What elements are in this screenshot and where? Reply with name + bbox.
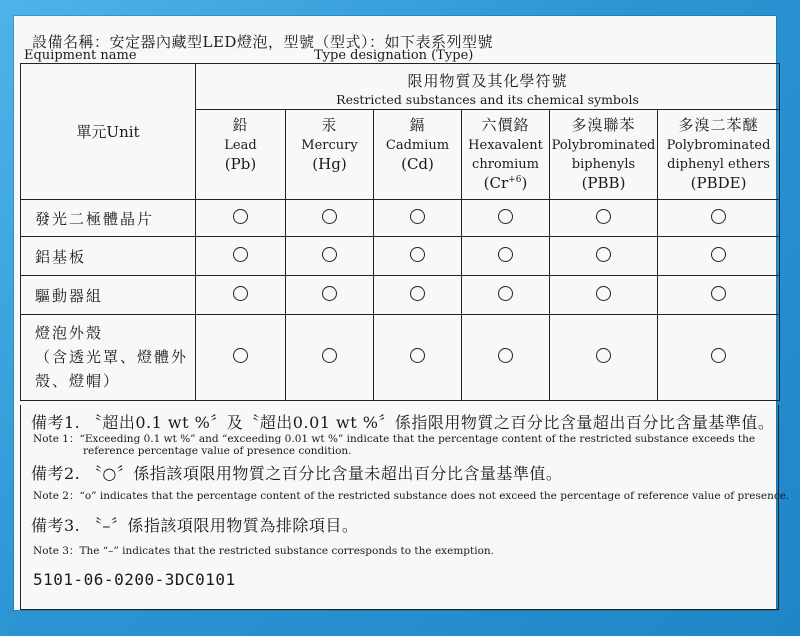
circle-mark-icon — [322, 247, 337, 262]
note2-en: Note 2：“o” indicates that the percentage content of the restricted substance does not exceed the percentage of reference value of presence. — [33, 490, 790, 502]
mark-cell — [374, 276, 462, 315]
substance-en: Mercury — [301, 138, 358, 153]
circle-mark-icon — [498, 247, 513, 262]
mark-cell — [550, 276, 658, 315]
circle-mark-icon — [322, 348, 337, 363]
mark-cell — [462, 200, 550, 237]
circle-mark-icon — [596, 209, 611, 224]
note1-zh: 備考1. 〝超出0.1 wt %〞及〝超出0.01 wt %〞係指限用物質之百分比含量超出百分比含量基準值。 — [31, 413, 775, 432]
mark-cell — [196, 237, 286, 276]
circle-mark-icon — [596, 348, 611, 363]
substance-pbde — [658, 110, 780, 200]
substance-en: diphenyl ethers — [667, 157, 770, 172]
note3-en: Note 3：The “–” indicates that the restricted substance corresponds to the exemption. — [33, 545, 494, 557]
circle-mark-icon — [410, 286, 425, 301]
unit-name: 鋁基板 — [21, 237, 196, 276]
table-row — [21, 237, 780, 276]
mark-cell — [550, 237, 658, 276]
unit-header: 單元Unit — [21, 64, 196, 200]
note3-zh: 備考3. 〝–〞係指該項限用物質為排除項目。 — [31, 516, 359, 535]
substance-symbol: (PBDE) — [690, 174, 747, 192]
unit-name: 驅動器組 — [21, 276, 196, 315]
equipment-name-en: Equipment name — [24, 48, 137, 63]
substance-zh: 多溴聯苯 — [571, 116, 636, 134]
mark-cell — [196, 276, 286, 315]
substance-zh: 鎘 — [409, 116, 426, 134]
restricted-header-en: Restricted substances and its chemical symbols — [336, 92, 639, 107]
type-designation-en: Type designation (Type) — [314, 48, 474, 63]
unit-name-multiline — [21, 315, 196, 401]
unit-name-line: 燈泡外殼 — [35, 324, 104, 342]
notes-section — [20, 405, 790, 610]
mark-cell — [462, 276, 550, 315]
restricted-substances-header — [196, 64, 780, 110]
mark-cell — [374, 237, 462, 276]
substance-symbol: (Cd) — [401, 155, 434, 173]
circle-mark-icon — [410, 209, 425, 224]
substance-cadmium — [374, 110, 462, 200]
substance-symbol: $(Cr^{+6})$ — [483, 174, 528, 192]
note1-en-cont: reference percentage value of presence condition. — [83, 445, 352, 457]
unit-name: 發光二極體晶片 — [21, 200, 196, 237]
circle-mark-icon — [596, 247, 611, 262]
part-code: 5101-06-0200-3DC0101 — [33, 570, 236, 589]
circle-mark-icon — [410, 247, 425, 262]
circle-mark-icon — [711, 209, 726, 224]
table-row — [21, 200, 780, 237]
circle-mark-icon — [322, 286, 337, 301]
mark-cell — [462, 315, 550, 401]
table-row — [21, 276, 780, 315]
mark-cell — [286, 315, 374, 401]
circle-mark-icon — [322, 209, 337, 224]
circle-mark-icon — [498, 286, 513, 301]
circle-mark-icon — [498, 348, 513, 363]
table-row — [21, 315, 780, 401]
substance-mercury — [286, 110, 374, 200]
restricted-substances-table — [20, 63, 780, 401]
mark-cell — [658, 200, 780, 237]
circle-mark-icon — [711, 247, 726, 262]
substance-symbol: (Pb) — [224, 155, 257, 173]
substance-en: Lead — [224, 138, 257, 153]
substance-zh: 多溴二苯醚 — [678, 116, 759, 134]
substance-en: chromium — [472, 157, 539, 172]
mark-cell — [462, 237, 550, 276]
mark-cell — [658, 237, 780, 276]
substance-en: Hexavalent — [468, 138, 543, 153]
substance-symbol: (Hg) — [312, 155, 347, 173]
mark-cell — [658, 315, 780, 401]
mark-cell — [550, 200, 658, 237]
substance-zh: 六價鉻 — [481, 116, 530, 134]
substance-zh: 鉛 — [232, 116, 249, 134]
equipment-title-zh: 設備名稱：安定器內藏型LED燈泡，型號（型式）：如下表系列型號 — [32, 33, 493, 51]
mark-cell — [286, 276, 374, 315]
restricted-header-zh: 限用物質及其化學符號 — [407, 72, 568, 90]
substance-lead — [196, 110, 286, 200]
superscript: +6 — [508, 175, 522, 185]
circle-mark-icon — [410, 348, 425, 363]
substance-en: Cadmium — [385, 138, 450, 153]
substance-en: biphenyls — [571, 157, 636, 172]
circle-mark-icon — [233, 209, 248, 224]
substance-hexavalent-chromium — [462, 110, 550, 200]
mark-cell — [550, 315, 658, 401]
unit-name-line: 殼、燈帽） — [35, 372, 121, 390]
substance-en: Polybrominated — [666, 138, 771, 153]
circle-mark-icon — [711, 348, 726, 363]
substance-symbol: (PBB) — [581, 174, 626, 192]
mark-cell — [658, 276, 780, 315]
circle-mark-icon — [233, 286, 248, 301]
unit-name-line: （含透光罩、燈體外 — [35, 348, 189, 366]
circle-mark-icon — [233, 348, 248, 363]
circle-mark-icon — [498, 209, 513, 224]
mark-cell — [286, 237, 374, 276]
circle-mark-icon — [233, 247, 248, 262]
substance-pbb — [550, 110, 658, 200]
mark-cell — [374, 315, 462, 401]
circle-mark-icon — [596, 286, 611, 301]
note1-en: Note 1：“Exceeding 0.1 wt %” and “exceeding 0.01 wt %” indicate that the percentage content of the restricted substance exceeds the — [33, 433, 756, 445]
circle-mark-icon — [711, 286, 726, 301]
mark-cell — [196, 200, 286, 237]
mark-cell — [196, 315, 286, 401]
mark-cell — [374, 200, 462, 237]
substance-en: Polybrominated — [551, 138, 656, 153]
note2-zh: 備考2. 〝○〞係指該項限用物質之百分比含量未超出百分比含量基準值。 — [31, 464, 563, 483]
mark-cell — [286, 200, 374, 237]
substance-zh: 汞 — [321, 116, 338, 134]
